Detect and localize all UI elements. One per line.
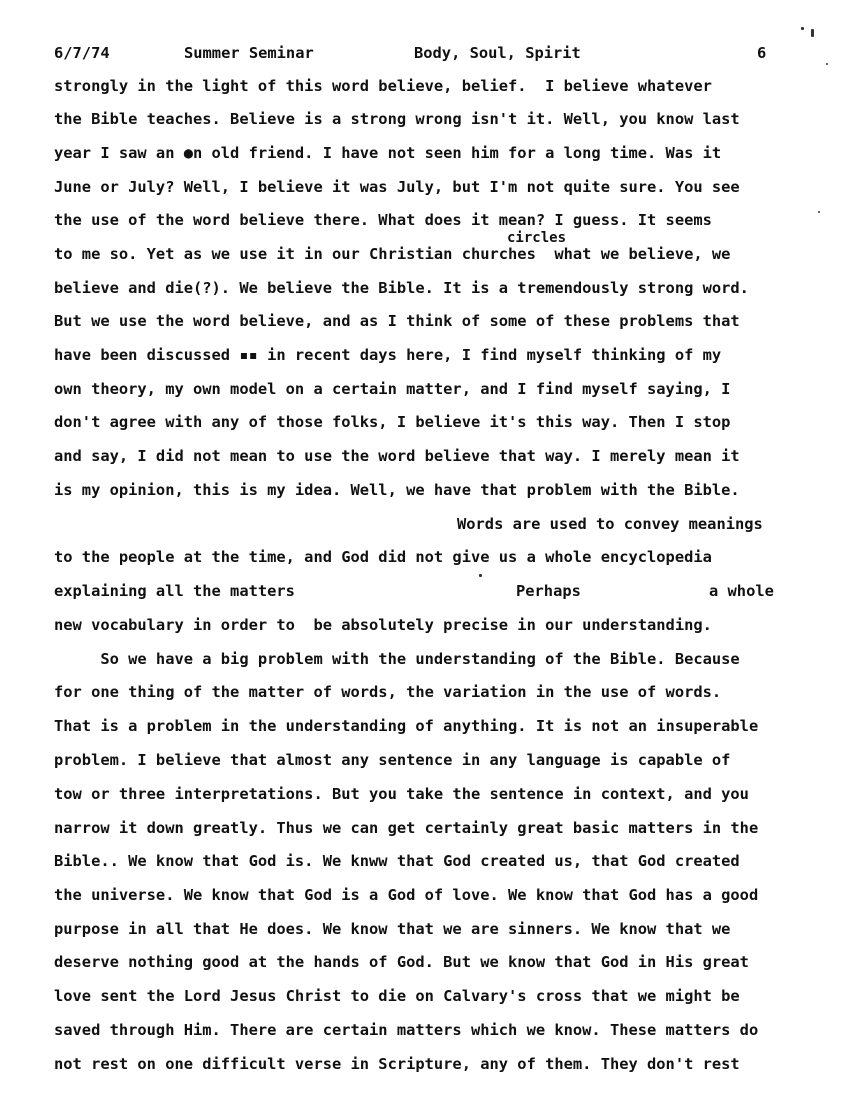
text-line: explaining all the matters bbox=[54, 582, 295, 600]
text-line: don't agree with any of those folks, I believe it's this way. Then I stop bbox=[54, 413, 731, 431]
speck-mark bbox=[801, 27, 804, 30]
text-line: for one thing of the matter of words, the variation in the use of words. bbox=[54, 683, 722, 701]
text-line: new vocabulary in order to be absolutely precise in our understanding. bbox=[54, 616, 712, 634]
speck-mark bbox=[811, 29, 814, 37]
text-line: narrow it down greatly. Thus we can get certainly great basic matters in the bbox=[54, 819, 759, 837]
text-fragment: Perhaps bbox=[516, 582, 581, 600]
text-line: But we use the word believe, and as I think of some of these problems that bbox=[54, 312, 740, 330]
text-line: to the people at the time, and God did not give us a whole encyclopedia bbox=[54, 548, 712, 566]
header-date: 6/7/74 bbox=[54, 44, 110, 62]
text-line: June or July? Well, I believe it was July, but I'm not quite sure. You see bbox=[54, 178, 740, 196]
text-line: is my opinion, this is my idea. Well, we have that problem with the Bible. bbox=[54, 481, 740, 499]
text-line: the universe. We know that God is a God of love. We know that God has a good bbox=[54, 886, 759, 904]
text-line: problem. I believe that almost any sentence in any language is capable of bbox=[54, 751, 731, 769]
text-line: saved through Him. There are certain matters which we know. These matters do bbox=[54, 1021, 759, 1039]
text-line: purpose in all that He does. We know that we are sinners. We know that we bbox=[54, 920, 731, 938]
text-line: the use of the word believe there. What does it mean? I guess. It seems bbox=[54, 211, 712, 229]
text-line: own theory, my own model on a certain matter, and I find myself saying, I bbox=[54, 380, 731, 398]
text-line: believe and die(?). We believe the Bible. It is a tremendously strong word. bbox=[54, 279, 749, 297]
interlinear-insert: circles bbox=[507, 230, 567, 246]
text-line: So we have a big problem with the understanding of the Bible. Because bbox=[54, 650, 740, 668]
text-line: Words are used to convey meanings bbox=[457, 515, 763, 533]
header-topic: Body, Soul, Spirit bbox=[414, 44, 581, 62]
text-line: have been discussed ▪▪ in recent days here, I find myself thinking of my bbox=[54, 346, 722, 364]
speck-mark bbox=[826, 63, 828, 65]
text-line: the Bible teaches. Believe is a strong wrong isn't it. Well, you know last bbox=[54, 110, 740, 128]
header-series: Summer Seminar bbox=[184, 44, 314, 62]
text-fragment: a whole bbox=[709, 582, 774, 600]
text-line: deserve nothing good at the hands of God. But we know that God in His great bbox=[54, 953, 749, 971]
text-line: Bible.. We know that God is. We knww that God created us, that God created bbox=[54, 852, 740, 870]
text-line: not rest on one difficult verse in Scripture, any of them. They don't rest bbox=[54, 1055, 740, 1073]
text-line: That is a problem in the understanding of anything. It is not an insuperable bbox=[54, 717, 759, 735]
text-line: to me so. Yet as we use it in our Christian churches what we believe, we bbox=[54, 245, 731, 263]
speck-mark bbox=[479, 574, 482, 577]
page-number: 6 bbox=[757, 44, 767, 62]
text-line: year I saw an ●n old friend. I have not seen him for a long time. Was it bbox=[54, 144, 722, 162]
text-line: tow or three interpretations. But you take the sentence in context, and you bbox=[54, 785, 749, 803]
speck-mark bbox=[818, 211, 820, 213]
text-line: love sent the Lord Jesus Christ to die on Calvary's cross that we might be bbox=[54, 987, 740, 1005]
text-line: and say, I did not mean to use the word believe that way. I merely mean it bbox=[54, 447, 740, 465]
text-line: strongly in the light of this word believe, belief. I believe whatever bbox=[54, 77, 712, 95]
